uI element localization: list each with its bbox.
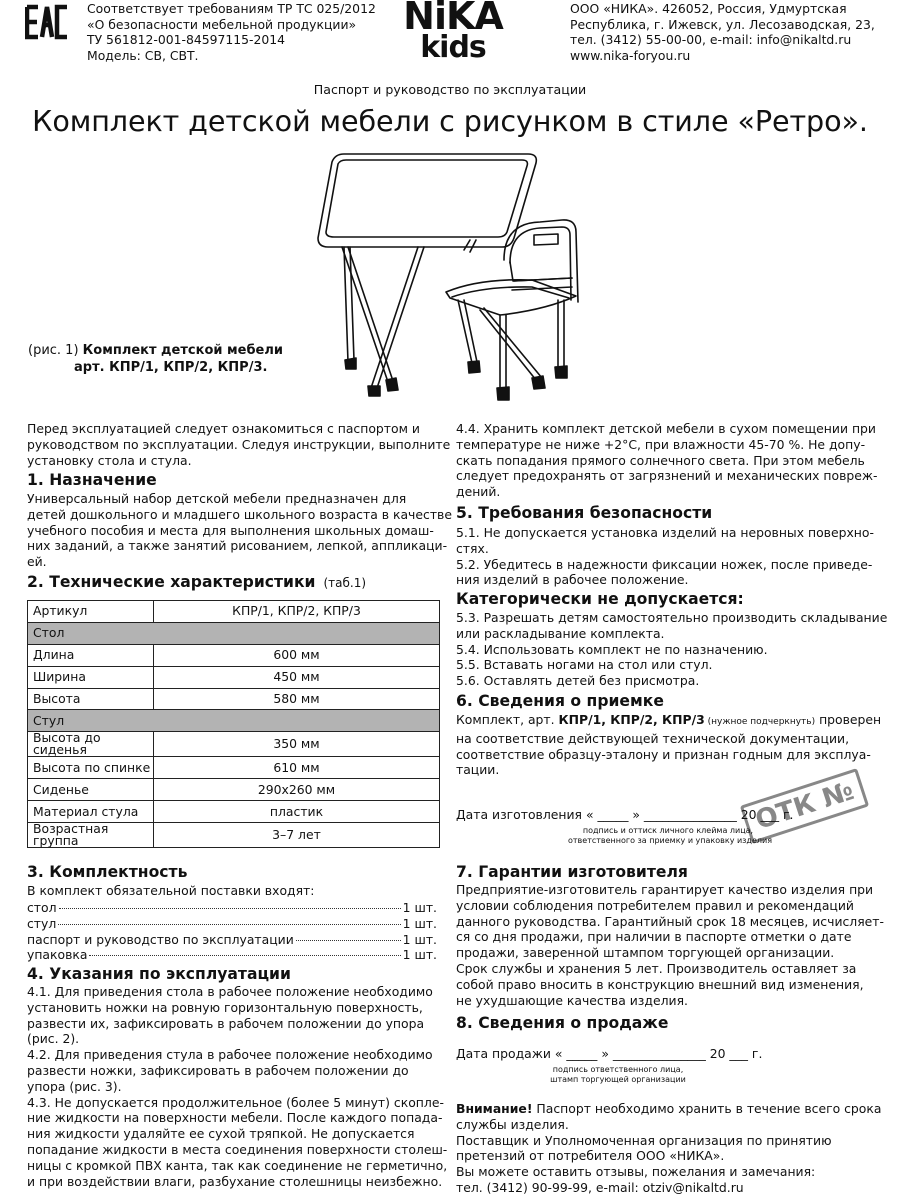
text-line: ние жидкости на поверхности мебели. После каждого попада- — [27, 1110, 443, 1126]
intro-line: установку стола и стула. — [27, 452, 192, 468]
eac-mark-icon — [25, 3, 69, 41]
intro-line: Перед эксплуатацией следует ознакомиться с паспортом и — [27, 421, 420, 436]
text-line — [456, 1101, 881, 1117]
text-line: службы изделия. — [456, 1116, 569, 1132]
row-label: Артикул — [28, 601, 154, 623]
row-label: Длина — [28, 644, 154, 666]
section-heading: 7. Гарантии изготовителя — [456, 863, 688, 881]
row-label: Высота — [28, 688, 154, 710]
list-item — [27, 900, 437, 916]
section-1-text — [27, 491, 452, 570]
text-line: (рис. 2). — [27, 1031, 80, 1047]
row-value: КПР/1, КПР/2, КПР/3 — [154, 601, 440, 623]
spec-table — [27, 600, 440, 848]
notice-block — [456, 1101, 881, 1196]
text-line: ницы с кромкой ПВХ канта, так как соединение не герметично, — [27, 1157, 448, 1173]
item-qty: 1 шт. — [402, 947, 437, 963]
section-4-continued — [456, 421, 878, 500]
manufacture-date-field: Дата изготовления « _____ » _______________ 20 ___ г. — [456, 807, 794, 822]
caption-line1: Комплект детской мебели — [82, 343, 283, 358]
text-line: на соответствие действующей технической документации, — [456, 730, 850, 746]
company-contacts — [570, 1, 875, 63]
text-line: 4.2. Для приведения стула в рабочее положение необходимо — [27, 1047, 433, 1063]
table-row — [28, 644, 440, 666]
text-line: упора (рис. 3). — [27, 1078, 122, 1094]
text-line: стях. — [456, 540, 489, 556]
text-line: тел. (3412) 90-99-99, e-mail: otziv@nikaltd.ru — [456, 1179, 744, 1195]
text-line: ся со дня продажи, при наличии в паспорте отметки о дате — [456, 929, 852, 945]
text-line: собой право вносить в конструкцию внешний вид изменения, — [456, 976, 864, 992]
section-heading: 5. Требования безопасности — [456, 504, 713, 522]
kit-intro: В комплект обязательной поставки входят: — [27, 883, 315, 898]
text-line: развести ножки, зафиксировать в рабочем положении до — [27, 1062, 409, 1078]
company-line: тел. (3412) 55-00-00, e-mail: info@nikaltd.ru — [570, 32, 852, 48]
item-name: стол — [27, 900, 57, 915]
text-line: и при воздействии влаги, разбухание столешницы неизбежно. — [27, 1173, 443, 1189]
section-heading — [27, 572, 366, 593]
text-line: 4.4. Хранить комплект детской мебели в сухом помещении при — [456, 421, 876, 436]
figure-ref: (рис. 1) — [28, 343, 79, 358]
row-label: Сиденье — [28, 779, 154, 801]
text-line: дений. — [456, 484, 501, 500]
text-line: Вы можете оставить отзывы, пожелания и замечания: — [456, 1164, 816, 1180]
company-line: www.nika-foryou.ru — [570, 47, 691, 63]
text-line: условии соблюдения потребителем правил и рекомендаций — [456, 897, 854, 913]
group-label: Стол — [28, 622, 440, 644]
kit-list — [27, 900, 437, 963]
row-label: Материал стула — [28, 801, 154, 823]
table-row — [28, 601, 440, 623]
list-item — [27, 947, 437, 963]
row-value: 350 мм — [154, 732, 440, 757]
underline-note: (нужное подчеркнуть) — [704, 717, 816, 727]
text-line: скать попадания прямого солнечного света. При этом мебель — [456, 452, 865, 468]
table-and-chair-illustration — [300, 150, 600, 425]
table-row — [28, 779, 440, 801]
row-label: Возрастная группа — [28, 823, 154, 848]
item-qty: 1 шт. — [402, 915, 437, 931]
text-line: Универсальный набор детской мебели предназначен для — [27, 491, 407, 506]
signature-note — [568, 826, 773, 846]
text-line: претензий от потребителя ООО «НИКА». — [456, 1148, 725, 1164]
group-label: Стул — [28, 710, 440, 732]
item-qty: 1 шт. — [402, 900, 437, 915]
sale-signature-note — [528, 1065, 708, 1085]
text-line: 5.4. Использовать комплект не по назначению. — [456, 641, 768, 657]
table-row — [28, 666, 440, 688]
heading-text: 2. Технические характеристики — [27, 573, 316, 591]
sub-heading: Категорически не допускается: — [456, 590, 744, 608]
notice-label: Внимание! — [456, 1101, 533, 1116]
section-6-text — [456, 712, 881, 778]
row-label: Высота до сиденья — [28, 732, 154, 757]
table-ref: (таб.1) — [323, 576, 367, 590]
text-line: или раскладывание комплекта. — [456, 625, 665, 641]
table-group-row — [28, 622, 440, 644]
table-row — [28, 732, 440, 757]
document-type: Паспорт и руководство по эксплуатации — [313, 82, 587, 97]
text-line: ния жидкости удаляйте ее сухой тряпкой. Не допускается — [27, 1126, 415, 1142]
text-line: температуре не ниже +2°С, при влажности 45-70 %. Не допу- — [456, 436, 866, 452]
row-value: 610 мм — [154, 757, 440, 779]
nika-kids-logo — [388, 0, 518, 65]
text-line — [456, 712, 881, 731]
item-name: упаковка — [27, 947, 88, 963]
text-line: ей. — [27, 554, 47, 570]
section-heading: 4. Указания по эксплуатации — [27, 965, 291, 983]
text-line: следует предохранять от загрязнений и механических повреж- — [456, 468, 878, 484]
text-line: попадание жидкости в места соединения поверхности столеш- — [27, 1141, 448, 1157]
list-item — [27, 916, 437, 932]
table-row — [28, 801, 440, 823]
table-group-row — [28, 710, 440, 732]
item-name: паспорт и руководство по эксплуатации — [27, 931, 294, 947]
item-name: стул — [27, 915, 57, 931]
cert-line: «О безопасности мебельной продукции» — [87, 16, 357, 32]
text-line: 5.6. Оставлять детей без присмотра. — [456, 673, 700, 689]
note-line: штамп торгующей организации — [550, 1075, 686, 1084]
row-label: Ширина — [28, 666, 154, 688]
text-line: развести их, зафиксировать в рабочем положении до упора — [27, 1015, 425, 1031]
page-title: Комплект детской мебели с рисунком в стиле «Ретро». — [32, 104, 868, 138]
text-part: Комплект, арт. — [456, 712, 559, 727]
text-line: 4.1. Для приведения стола в рабочее положение необходимо — [27, 984, 433, 999]
note-line: подпись ответственного лица, — [552, 1065, 684, 1074]
section-heading: 1. Назначение — [27, 471, 157, 489]
text-line: продажи, заверенной штампом торгующей организации. — [456, 945, 835, 961]
text-line: Срок службы и хранения 5 лет. Производитель оставляет за — [456, 960, 857, 976]
logo-top: NiKA — [403, 0, 503, 38]
section-heading: 6. Сведения о приемке — [456, 692, 664, 710]
cert-line: Соответствует требованиям ТР ТС 025/2012 — [87, 1, 376, 16]
row-value: 600 мм — [154, 644, 440, 666]
row-value: 3–7 лет — [154, 823, 440, 848]
table-row — [28, 757, 440, 779]
text-line: 5.5. Вставать ногами на стол или стул. — [456, 657, 713, 673]
text-line: не ухудшающие качества изделия. — [456, 992, 688, 1008]
text-part: Паспорт необходимо хранить в течение всего срока — [532, 1101, 882, 1116]
section-7-text — [456, 882, 884, 1008]
section-5-prohibited — [456, 610, 887, 689]
sale-date-field: Дата продажи « _____ » _______________ 20 ___ г. — [456, 1046, 763, 1061]
text-line: детей дошкольного и младшего школьного возраста в качестве — [27, 506, 452, 522]
text-line: 5.3. Разрешать детям самостоятельно производить складывание — [456, 610, 888, 625]
text-line: тации. — [456, 762, 500, 778]
certification-block — [87, 1, 376, 63]
cert-line: Модель: СВ, СВТ. — [87, 47, 199, 63]
text-line: учебного пособия и места для выполнения школьных домаш- — [27, 522, 434, 538]
qc-stamp: ОТК № — [740, 768, 870, 844]
section-heading: 3. Комплектность — [27, 863, 188, 881]
intro-text — [27, 421, 450, 468]
section-heading: 8. Сведения о продаже — [456, 1014, 669, 1032]
text-line: Поставщик и Уполномоченная организация по принятию — [456, 1132, 832, 1148]
row-value: 450 мм — [154, 666, 440, 688]
text-line: 5.1. Не допускается установка изделий на неровных поверхно- — [456, 525, 874, 540]
intro-line: руководством по эксплуатации. Следуя инструкции, выполните — [27, 436, 451, 452]
row-value: 290х260 мм — [154, 779, 440, 801]
list-item — [27, 932, 437, 948]
caption-line2: арт. КПР/1, КПР/2, КПР/3. — [74, 360, 268, 375]
row-value: 580 мм — [154, 688, 440, 710]
company-line: ООО «НИКА». 426052, Россия, Удмуртская — [570, 1, 847, 16]
text-part: проверен — [815, 712, 882, 727]
text-line: Предприятие-изготовитель гарантирует качество изделия при — [456, 882, 874, 897]
text-line: 5.2. Убедитесь в надежности фиксации ножек, после приведе- — [456, 556, 873, 572]
text-line: соответствие образцу-эталону и признан годным для эксплуа- — [456, 746, 871, 762]
section-5-text — [456, 525, 874, 588]
figure-caption — [28, 342, 283, 376]
table-row — [28, 688, 440, 710]
cert-line: ТУ 561812-001-84597115-2014 — [87, 32, 286, 48]
note-line: подпись и оттиск личного клейма лица, — [582, 826, 754, 835]
logo-bottom: kids — [420, 30, 486, 65]
row-label: Высота по спинке — [28, 757, 154, 779]
table-row — [28, 823, 440, 848]
article-codes: КПР/1, КПР/2, КПР/3 — [558, 712, 705, 727]
row-value: пластик — [154, 801, 440, 823]
item-qty: 1 шт. — [402, 931, 437, 947]
text-line: установить ножки на ровную горизонтальную поверхность, — [27, 999, 423, 1015]
text-line: данного руководства. Гарантийный срок 18 месяцев, исчисляет- — [456, 913, 884, 929]
company-line: Республика, г. Ижевск, ул. Лесозаводская, 23, — [570, 16, 875, 32]
text-line: 4.3. Не допускается продолжительное (более 5 минут) скопле- — [27, 1094, 444, 1110]
section-4-text — [27, 984, 447, 1189]
text-line: них заданий, а также занятий рисованием, лепкой, аппликаци- — [27, 538, 448, 554]
text-line: ния изделий в рабочее положение. — [456, 572, 689, 588]
note-line: ответственного за приемку и упаковку изделия — [568, 836, 773, 845]
